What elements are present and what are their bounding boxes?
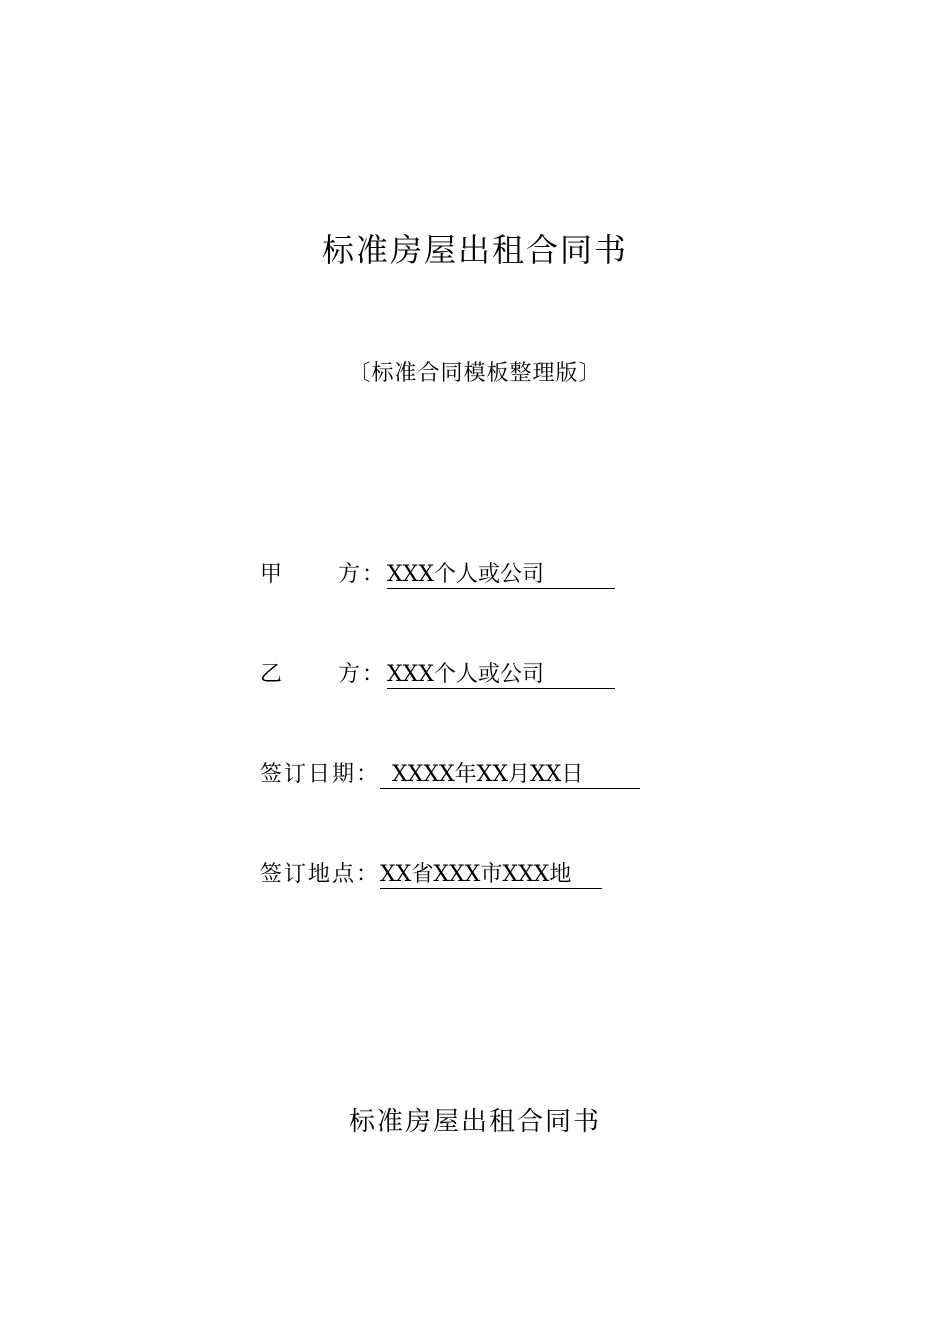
document-title: 标准房屋出租合同书 — [321, 231, 628, 269]
party-b-value: XXX个人或公司 — [387, 662, 615, 689]
party-a-label — [260, 559, 387, 591]
sign-place-label: 签订地点： — [260, 862, 381, 887]
document-subtitle: 〔标准合同模板整理版〕 — [348, 361, 602, 386]
body-heading: 标准房屋出租合同书 — [348, 1107, 601, 1137]
sign-place-row — [260, 859, 602, 891]
party-a-row — [260, 559, 615, 591]
party-b-label-first: 乙 — [260, 662, 285, 687]
party-b-row — [260, 659, 615, 691]
sign-date-value: XXXX年XX月XX日 — [380, 762, 640, 789]
sign-date-label: 签订日期： — [260, 762, 381, 787]
sign-date-row — [260, 759, 640, 791]
party-a-label-second: 方： — [338, 562, 387, 587]
party-b-label — [260, 659, 387, 691]
party-b-label-second: 方： — [338, 662, 387, 687]
party-a-value: XXX个人或公司 — [387, 562, 615, 589]
party-a-label-first: 甲 — [260, 562, 285, 587]
sign-place-value: XX省XXX市XXX地 — [380, 862, 602, 889]
